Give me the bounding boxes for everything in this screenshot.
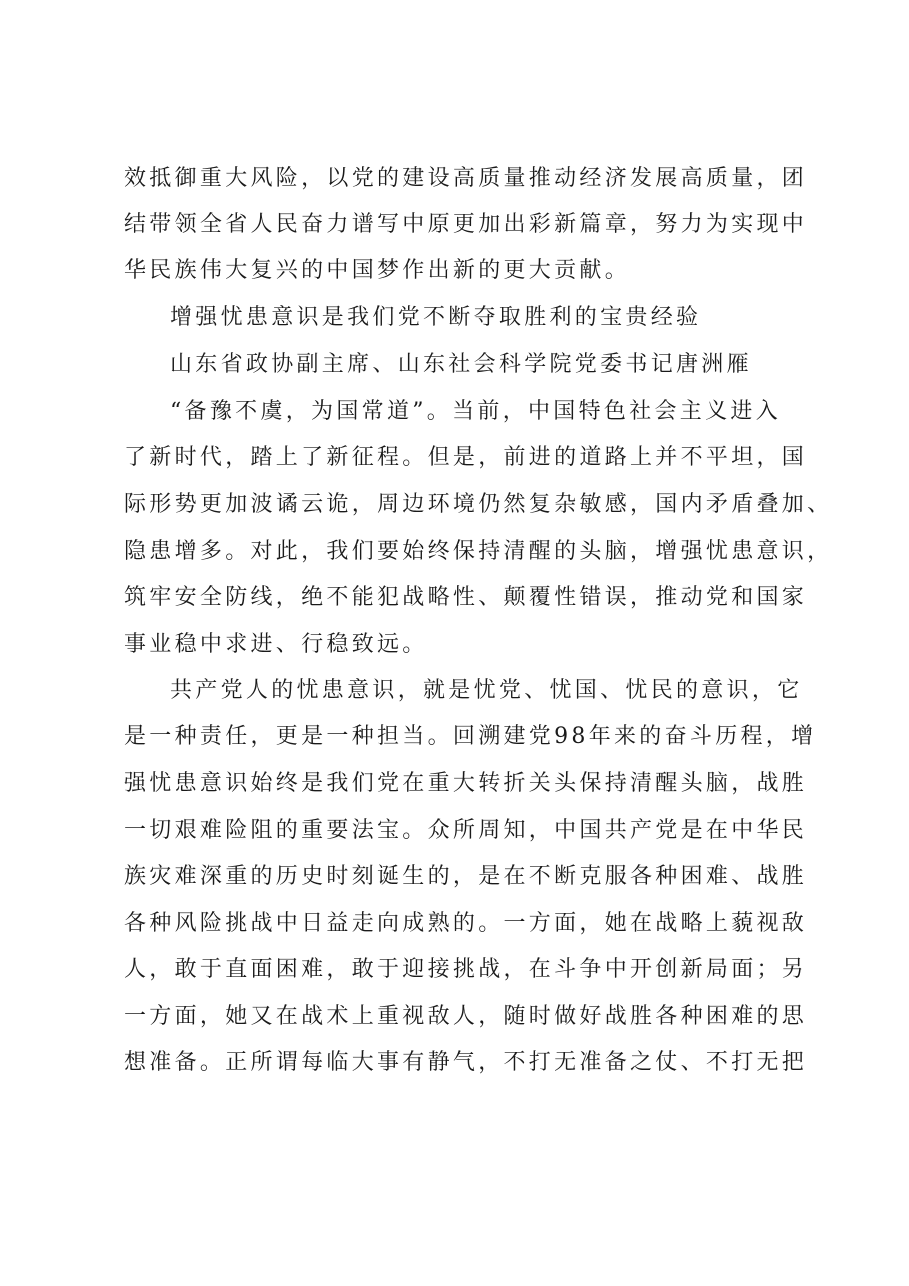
text-line: 一切艰难险阻的重要法宝。众所周知，中国共产党是在中华民 — [124, 818, 808, 843]
text-line: 强忧患意识始终是我们党在重大转折关头保持清醒头脑，战胜 — [124, 771, 808, 796]
text-line: 想准备。正所谓每临大事有静气，不打无准备之仗、不打无把 — [124, 1050, 808, 1075]
text-line: 筑牢安全防线，绝不能犯战略性、颠覆性错误，推动党和国家 — [124, 585, 808, 610]
author-line: 山东省政协副主席、山东社会科学院党委书记唐洲雁 — [170, 352, 752, 377]
text-line: 事业稳中求进、行稳致远。 — [124, 632, 428, 657]
text-line: 效抵御重大风险，以党的建设高质量推动经济发展高质量，团 — [124, 166, 808, 191]
text-line: “备豫不虞，为国常道”。当前，中国特色社会主义进入 — [170, 399, 781, 424]
text-line: 族灾难深重的历史时刻诞生的，是在不断克服各种困难、战胜 — [124, 864, 808, 889]
text-line: 华民族伟大复兴的中国梦作出新的更大贡献。 — [124, 258, 631, 283]
text-line: 共产党人的忧患意识，就是忧党、忧国、忧民的意识，它 — [170, 678, 803, 703]
text-line: 各种风险挑战中日益走向成熟的。一方面，她在战略上藐视敌 — [124, 911, 808, 936]
text-line: 际形势更加波谲云诡，周边环境仍然复杂敏感，国内矛盾叠加、 — [124, 492, 833, 517]
text-line: 结带领全省人民奋力谱写中原更加出彩新篇章，努力为实现中 — [124, 212, 808, 237]
text-line: 了新时代，踏上了新征程。但是，前进的道路上并不平坦，国 — [124, 445, 808, 470]
text-line: 一方面，她又在战术上重视敌人，随时做好战胜各种困难的思 — [124, 1004, 808, 1029]
text-line: 隐患增多。对此，我们要始终保持清醒的头脑，增强忧患意识， — [124, 539, 833, 564]
text-line: 人，敢于直面困难，敢于迎接挑战，在斗争中开创新局面；另 — [124, 957, 808, 982]
section-heading: 增强忧患意识是我们党不断夺取胜利的宝贵经验 — [170, 305, 702, 330]
text-line: 是一种责任，更是一种担当。回溯建党98年来的奋斗历程，增 — [124, 724, 817, 749]
